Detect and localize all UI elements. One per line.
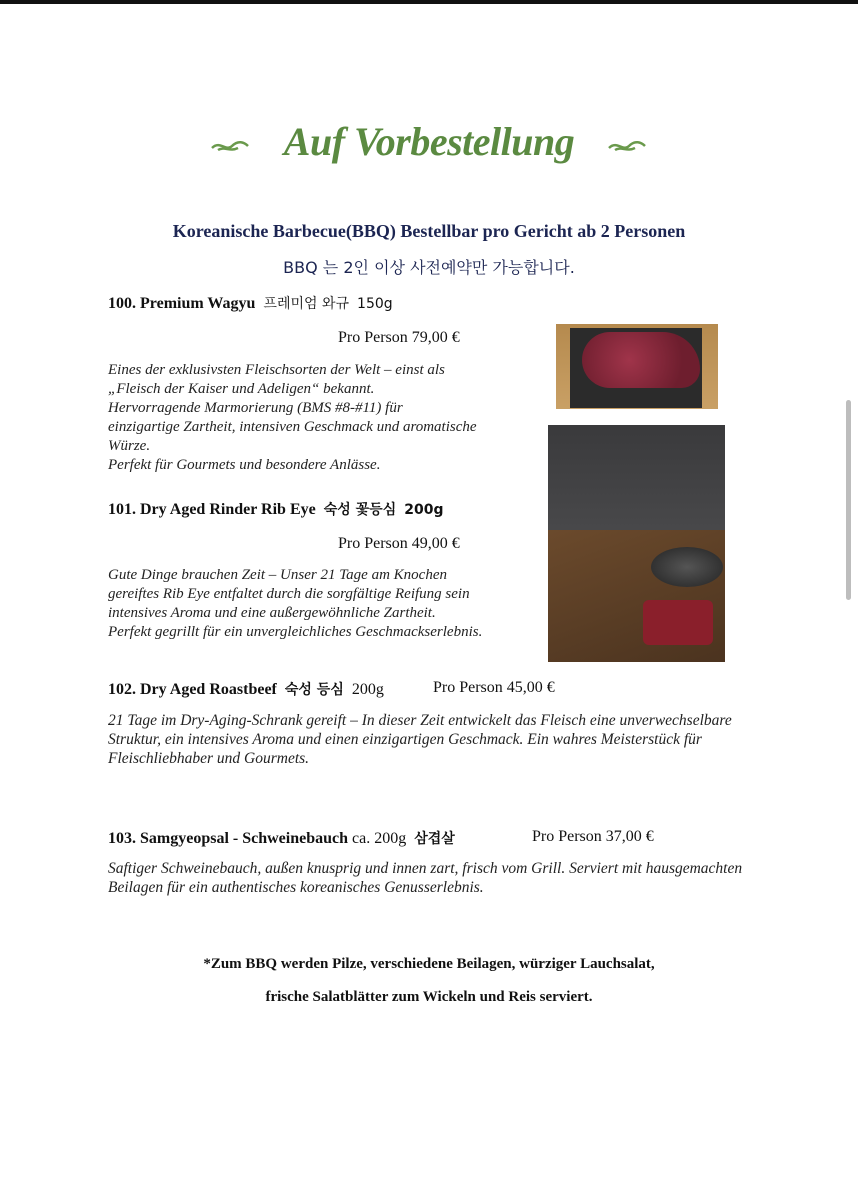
- item-korean-name: 숙성 꽃등심: [323, 502, 397, 518]
- footnote: *Zum BBQ werden Pilze, verschiedene Beilagen, würziger Lauchsalat, frische Salatblätter zum Wickeln und Reis serviert.: [203, 956, 655, 1005]
- item-price: Pro Person 79,00 €: [338, 329, 460, 346]
- page-title: Auf Vorbestellung: [283, 119, 575, 164]
- menu-item-heading: [108, 499, 443, 519]
- item-name: 100. Premium Wagyu: [108, 295, 256, 312]
- scrollbar[interactable]: [846, 400, 851, 600]
- item-weight: 200g: [404, 502, 444, 518]
- menu-item-heading: [108, 828, 455, 848]
- item-name: 103. Samgyeopsal - Schweinebauch: [108, 830, 349, 847]
- item-price: Pro Person 49,00 €: [338, 535, 460, 552]
- menu-item-heading: [108, 679, 384, 699]
- top-frame: [0, 0, 858, 4]
- item-description: Gute Dinge brauchen Zeit – Unser 21 Tage am Knochen gereiftes Rib Eye entfaltet durch die sorgfältige Reifung sein intensives Aroma und eine außergewöhnliche Zartheit. Perfekt gegrillt für ein unvergleichliches Geschmackserlebnis.: [108, 567, 483, 640]
- item-name: 101. Dry Aged Rinder Rib Eye: [108, 501, 316, 518]
- item-weight: ca. 200g: [352, 830, 407, 847]
- item-description: Saftiger Schweinebauch, außen knusprig und innen zart, frisch vom Grill. Serviert mit hausgemachten Beilagen für ein authentisches koreanisches Genusserlebnis.: [108, 860, 743, 896]
- item-korean-name: 삼겹살: [414, 831, 455, 847]
- item-price: Pro Person 37,00 €: [532, 828, 654, 845]
- item-description: 21 Tage im Dry-Aging-Schrank gereift – In dieser Zeit entwickelt das Fleisch eine unverwechselbare Struktur, ein intensives Aroma und einen einzigartigen Geschmack. Ein wahres Meisterstück für Fleischliebhaber und Gourmets.: [108, 712, 732, 767]
- swirl-ornament-icon: [607, 138, 647, 154]
- menu-item-heading: [108, 293, 393, 313]
- wagyu-steak-image: [556, 318, 718, 415]
- subtitle-korean: BBQ 는 2인 이상 사전예약만 가능합니다.: [283, 258, 575, 277]
- item-korean-name: 프레미엄 와규: [263, 296, 350, 312]
- bbq-table-image: [548, 425, 725, 662]
- item-price: Pro Person 45,00 €: [433, 679, 555, 696]
- item-korean-name: 숙성 등심: [284, 682, 344, 698]
- item-weight: 200g: [351, 681, 384, 698]
- subtitle: Koreanische Barbecue(BBQ) Bestellbar pro Gericht ab 2 Personen: [172, 221, 686, 241]
- item-name: 102. Dry Aged Roastbeef: [108, 681, 277, 698]
- item-weight: 150g: [357, 296, 393, 312]
- item-description: Eines der exklusivsten Fleischsorten der Welt – einst als „Fleisch der Kaiser und Adeligen“ bekannt. Hervorragende Marmorierung (BMS #8-#11) für einzigartige Zartheit, intensiven Geschmack und aromatische Würze. Perfekt für Gourmets und besondere Anlässe.: [108, 362, 477, 473]
